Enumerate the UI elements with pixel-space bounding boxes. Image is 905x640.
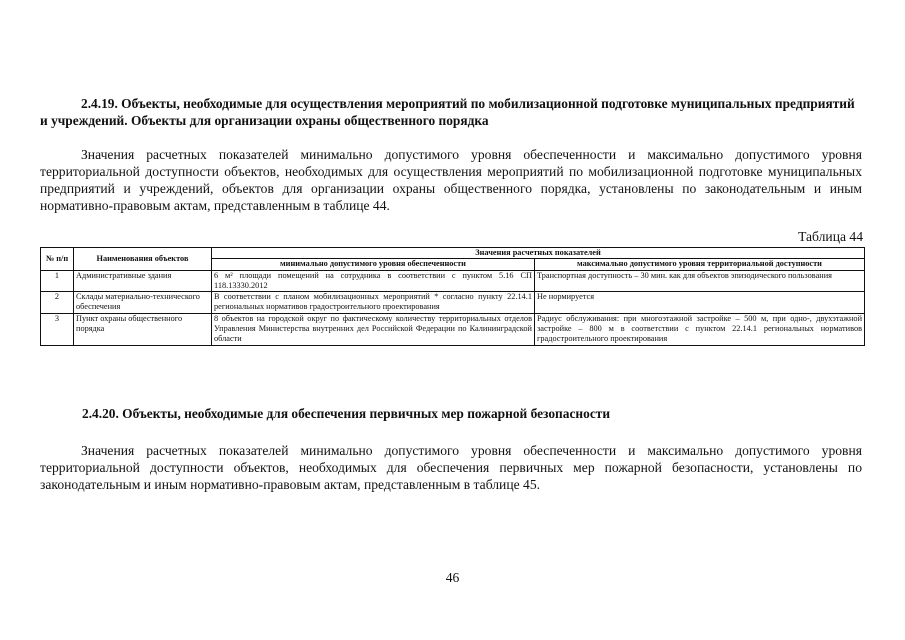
page-number: 46 — [445, 570, 460, 585]
row-num: 1 — [41, 270, 74, 292]
table-row — [41, 292, 865, 314]
table-44 — [40, 247, 865, 346]
table-caption: Таблица 44 — [798, 229, 863, 244]
table-header-row — [41, 248, 865, 259]
header-max: максимально допустимого уровня территориальной доступности — [535, 259, 865, 270]
section-heading-2-4-19: 2.4.19. Объекты, необходимые для осуществления мероприятий по мобилизационной подготовке муниципальных предприятий и учреждений. Объекты для организации охраны общественного порядка — [40, 96, 855, 128]
row-name: Пункт охраны общественного порядка — [74, 313, 212, 345]
row-min: 8 объектов на городской округ по фактическому количеству территориальных отделов Управления Министерства внутренних дел Российской Федерации по Калининградской области — [212, 313, 535, 345]
row-max: Транспортная доступность – 30 мин. как для объектов эпизодического пользования — [535, 270, 865, 292]
row-num: 3 — [41, 313, 74, 345]
row-num: 2 — [41, 292, 74, 314]
header-min: минимально допустимого уровня обеспеченности — [212, 259, 535, 270]
section-paragraph-2-4-20: Значения расчетных показателей минимально допустимого уровня обеспеченности и максимально допустимого уровня территориальной доступности объектов, необходимых для обеспечения первичных мер пожарной безопасности, установлены по законодательным и иным нормативно-правовым актам, представленным в таблице 45. — [40, 443, 862, 492]
header-name: Наименования объектов — [74, 248, 212, 271]
section-paragraph-2-4-19: Значения расчетных показателей минимально допустимого уровня обеспеченности и максимально допустимого уровня территориальной доступности объектов, необходимых для осуществления мероприятий по мобилизационной подготовке муниципальных предприятий и учреждений, объектов для организации охраны общественного порядка, установлены по законодательным и иным нормативно-правовым актам, представленным в таблице 44. — [40, 147, 862, 213]
header-values-group: Значения расчетных показателей — [212, 248, 865, 259]
row-max: Не нормируется — [535, 292, 865, 314]
table-row — [41, 270, 865, 292]
row-min: 6 м² площади помещений на сотрудника в соответствии с пунктом 5.16 СП 118.13330.2012 — [212, 270, 535, 292]
row-name: Склады материально-технического обеспечения — [74, 292, 212, 314]
row-min: В соответствии с планом мобилизационных мероприятий * согласно пункту 22.14.1 региональных нормативов градостроительного проектирования — [212, 292, 535, 314]
header-num: № п/п — [41, 248, 74, 271]
section-heading-2-4-20: 2.4.20. Объекты, необходимые для обеспечения первичных мер пожарной безопасности — [82, 406, 611, 421]
row-name: Административные здания — [74, 270, 212, 292]
row-max: Радиус обслуживания: при многоэтажной застройке – 500 м, при одно-, двухэтажной застройке – 800 м в соответствии с пунктом 22.14.1 региональных нормативов градостроительного проектирования — [535, 313, 865, 345]
table-row — [41, 313, 865, 345]
